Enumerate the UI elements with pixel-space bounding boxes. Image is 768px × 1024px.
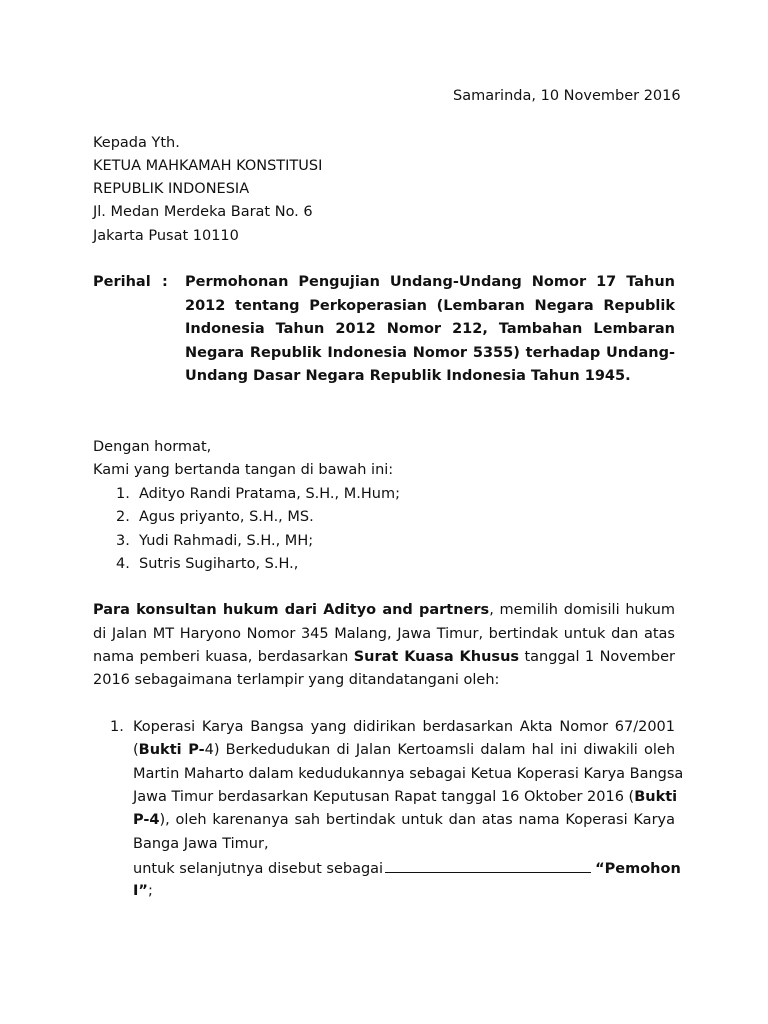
item-line-4: [133, 788, 678, 806]
item-number: 1.: [110, 719, 124, 735]
signatory-name: Agus priyanto, S.H., MS.: [139, 509, 314, 525]
perihal-line-1: Permohonan Pengujian Undang-Undang Nomor 17 Tahun: [185, 274, 675, 290]
signatory-number: 1.: [116, 486, 130, 502]
item-line-7: [133, 858, 681, 878]
item-text: 4) Berkedudukan di Jalan Kertoamsli dalam hal ini diwakili oleh: [204, 742, 676, 758]
signatory-number: 3.: [116, 533, 130, 549]
intro-line: Kami yang bertanda tangan di bawah ini:: [93, 462, 394, 478]
date-line: Samarinda, 10 November 2016: [453, 88, 681, 104]
item-line-8: [133, 882, 153, 900]
item-line-1: Koperasi Karya Bangsa yang didirikan berdasarkan Akta Nomor 67/2001: [133, 719, 675, 735]
paragraph-line-3: [93, 648, 675, 666]
signatory-name: Adityo Randi Pratama, S.H., M.Hum;: [139, 486, 400, 502]
signatory-number: 4.: [116, 556, 130, 572]
item-text: Jawa Timur berdasarkan Keputusan Rapat tanggal 16 Oktober 2016 (: [133, 789, 635, 805]
greeting: Dengan hormat,: [93, 439, 212, 455]
petitioner-label: “Pemohon: [595, 861, 681, 877]
recipient-address-1: Jl. Medan Merdeka Barat No. 6: [93, 204, 313, 220]
recipient-address-2: Jakarta Pusat 10110: [93, 228, 239, 244]
paragraph-line-2: di Jalan MT Haryono Nomor 345 Malang, Jawa Timur, bertindak untuk dan atas: [93, 626, 675, 642]
item-line-5: [133, 811, 675, 829]
perihal-label: Perihal: [93, 274, 151, 290]
blank-underline: [385, 858, 591, 873]
paragraph-text: tanggal 1 November: [519, 649, 675, 665]
paragraph-line-1: [93, 601, 675, 619]
perihal-colon: :: [162, 274, 168, 290]
paragraph-text: , memilih domisili hukum: [489, 602, 676, 618]
evidence-ref: Bukti P-: [138, 742, 205, 758]
item-text: untuk selanjutnya disebut sebagai: [133, 861, 384, 877]
petitioner-label: I”: [133, 883, 148, 899]
paragraph-text: nama pemberi kuasa, berdasarkan: [93, 649, 354, 665]
item-text: (: [133, 742, 139, 758]
signatory-name: Sutris Sugiharto, S.H.,: [139, 556, 299, 572]
perihal-line-4: Negara Republik Indonesia Nomor 5355) terhadap Undang-: [185, 345, 675, 361]
item-line-3: Martin Maharto dalam kedudukannya sebagai Ketua Koperasi Karya Bangsa: [133, 766, 684, 782]
signatory-number: 2.: [116, 509, 130, 525]
bold-term: Surat Kuasa Khusus: [353, 649, 520, 665]
perihal-line-2: 2012 tentang Perkoperasian (Lembaran Negara Republik: [185, 298, 675, 314]
recipient-title-1: KETUA MAHKAMAH KONSTITUSI: [93, 158, 323, 174]
perihal-line-5: Undang Dasar Negara Republik Indonesia Tahun 1945.: [185, 368, 631, 384]
item-line-6: Banga Jawa Timur,: [133, 836, 269, 852]
recipient-title-2: REPUBLIK INDONESIA: [93, 181, 250, 197]
item-text: ;: [147, 883, 153, 899]
paragraph-line-4: 2016 sebagaimana terlampir yang ditandatangani oleh:: [93, 672, 500, 688]
item-text: ), oleh karenanya sah bertindak untuk dan atas nama Koperasi Karya: [159, 812, 675, 828]
evidence-ref: Bukti: [634, 789, 678, 805]
evidence-ref: P-4: [133, 812, 160, 828]
item-line-2: [133, 741, 675, 759]
perihal-line-3: Indonesia Tahun 2012 Nomor 212, Tambahan Lembaran: [185, 321, 675, 337]
firm-name: Para konsultan hukum dari Adityo and partners: [93, 602, 490, 618]
signatory-name: Yudi Rahmadi, S.H., MH;: [139, 533, 314, 549]
recipient-salutation: Kepada Yth.: [93, 135, 180, 151]
